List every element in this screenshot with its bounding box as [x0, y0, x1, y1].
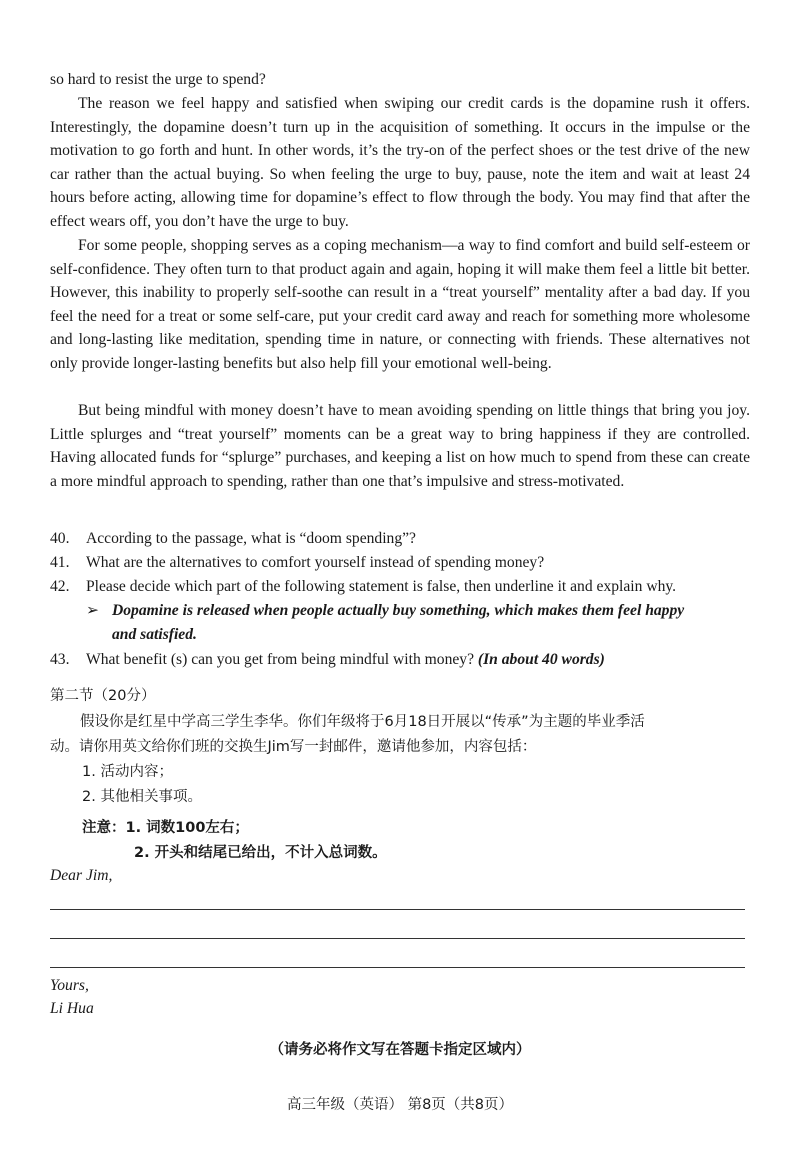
question-42	[50, 575, 760, 599]
question-number: 42.	[50, 578, 70, 595]
arrow-bullet-icon: ➢	[86, 602, 100, 619]
writing-prompt-line-1: 假设你是红星中学高三学生李华。你们年级将于6月18日开展以“传承”为主题的毕业季活	[80, 714, 645, 730]
question-number: 41.	[50, 554, 70, 571]
passage-paragraph-3: But being mindful with money doesn’t have to mean avoiding spending on little things that bring you joy. Little splurges and “treat yourself” moments can be a great way to bring happiness if they are controlled. Having allocated funds for “splurge” purchases, and keeping a list on how much to spend from these can create a more mindful approach to spending, rather than one that’s impulsive and stress-motivated.	[50, 402, 750, 490]
writing-notes	[82, 816, 792, 837]
question-text: What are the alternatives to comfort yourself instead of spending money?	[86, 554, 545, 571]
note-2: 2. 开头和结尾已给出，不计入总词数。	[134, 845, 387, 861]
question-42-statement	[86, 599, 756, 623]
question-text: Please decide which part of the following statement is false, then underline it and explain why.	[86, 578, 677, 595]
passage-fragment: so hard to resist the urge to spend?	[50, 71, 266, 88]
question-43	[50, 648, 760, 672]
passage-paragraph-1: The reason we feel happy and satisfied when swiping our credit cards is the dopamine rush it offers. Interestingly, the dopamine doesn’t turn up in the acquisition of something. It occurs in the impulse or the motivation to go forth and hunt. In other words, it’s the try-on of the perfect shoes or the test drive of the new car rather than the actual buying. So when feeling the urge to buy, pause, note the item and wait at least 24 hours before acting, allowing time for dopamine’s effect to flow through the body. You may find that after the effect wears off, you don’t have the urge to buy.	[50, 95, 750, 230]
letter-signature: Li Hua	[50, 1000, 94, 1017]
question-41	[50, 551, 760, 575]
statement-line-2: and satisfied.	[112, 626, 197, 643]
question-40	[50, 527, 760, 551]
note-1: 1. 词数100左右；	[125, 820, 249, 836]
letter-closing: Yours,	[50, 977, 89, 994]
question-text: What benefit (s) can you get from being mindful with money?	[86, 651, 475, 668]
letter-salutation: Dear Jim,	[50, 867, 113, 884]
prompt-item-1: 1. 活动内容；	[82, 764, 173, 780]
writing-prompt-line-2: 动。请你用英文给你们班的交换生Jim写一封邮件，邀请他参加，内容包括：	[50, 739, 537, 755]
word-limit-note: (In about 40 words)	[477, 651, 605, 668]
question-text: According to the passage, what is “doom spending”?	[86, 530, 416, 547]
writing-line	[50, 909, 745, 910]
statement-line-1: Dopamine is released when people actually buy something, which makes them feel happy	[112, 602, 685, 619]
question-number: 43.	[50, 651, 70, 668]
section-2-heading: 第二节（20分）	[50, 688, 156, 704]
writing-line	[50, 967, 745, 968]
note-label: 注意：	[82, 820, 126, 836]
writing-line	[50, 938, 745, 939]
passage-paragraph-2: For some people, shopping serves as a coping mechanism—a way to find comfort and build self-esteem or self-confidence. They often turn to that product again and again, hoping it will make them feel a little bit better. However, this inability to properly self-soothe can result in a “treat yourself” mentality after a bad day. If you feel the need for a treat or some self-care, put your credit card away and reach for something more wholesome and long-lasting like meditation, spending time in nature, or connecting with friends. These alternatives not only provide longer-lasting benefits but also help fill your emotional well-being.	[50, 237, 750, 372]
page-footer: 高三年级（英语） 第8页（共8页）	[286, 1097, 514, 1113]
prompt-item-2: 2. 其他相关事项。	[82, 789, 202, 805]
answer-sheet-instruction: （请务必将作文写在答题卡指定区域内）	[269, 1042, 531, 1058]
question-number: 40.	[50, 530, 70, 547]
